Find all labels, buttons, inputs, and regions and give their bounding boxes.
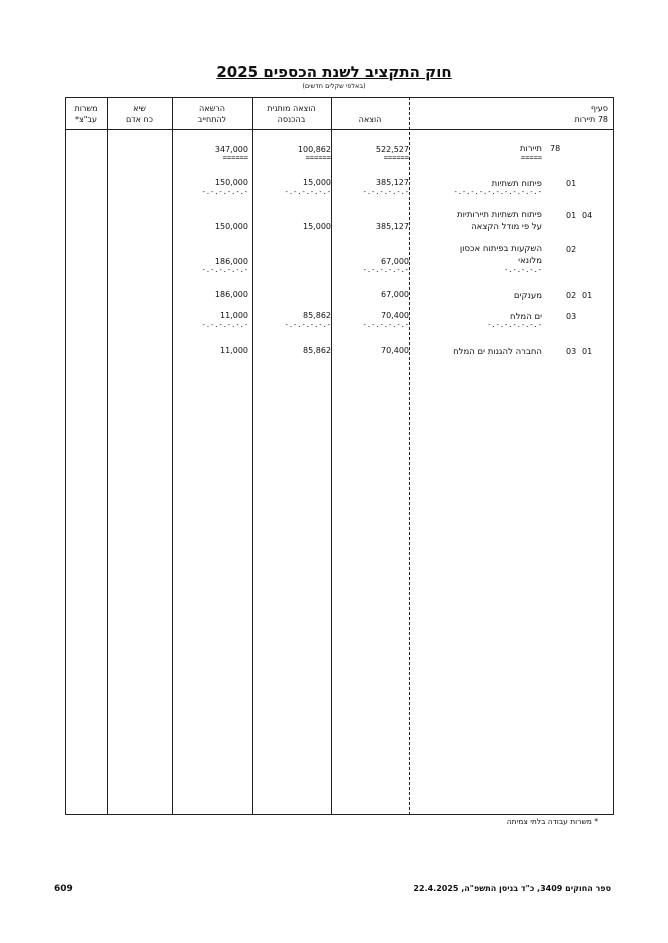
header-peak-manpower bbox=[107, 103, 172, 125]
header-text: הוצאה מותנית bbox=[267, 104, 316, 113]
row-code: 78 bbox=[550, 144, 561, 153]
header-text: משרות bbox=[74, 104, 98, 113]
header-text: עב"צ* bbox=[74, 115, 98, 124]
header-positions bbox=[65, 103, 107, 125]
header-conditional-expense bbox=[252, 103, 331, 125]
row-code: 03 bbox=[566, 347, 577, 356]
section-name: תיירות bbox=[574, 115, 596, 124]
row-code: 02 bbox=[566, 245, 577, 254]
row-expense: 67,000 bbox=[381, 257, 409, 266]
row-conditional: 85,862 bbox=[303, 346, 331, 355]
row-underline: -.-.-.-.-.- bbox=[362, 188, 409, 196]
row-underline: ====== bbox=[383, 154, 409, 162]
row-expense: 522,527 bbox=[375, 145, 409, 154]
row-name: פיתוח תשתיות bbox=[491, 179, 542, 189]
row-expense: 385,127 bbox=[375, 222, 409, 231]
row-expense: 67,000 bbox=[381, 290, 409, 299]
row-name: פיתוח תשתיות תיירותיות bbox=[457, 210, 542, 220]
row-commitment: 347,000 bbox=[214, 145, 248, 154]
row-commitment: 186,000 bbox=[214, 257, 248, 266]
row-expense: 70,400 bbox=[381, 346, 409, 355]
row-name: השקעות בפיתוח אכסון bbox=[459, 244, 542, 254]
header-section: סעיף bbox=[590, 104, 608, 113]
header-section-78 bbox=[574, 114, 608, 125]
row-underline: ===== bbox=[520, 154, 542, 162]
header-text: בהכנסה bbox=[277, 115, 306, 124]
row-underline: -.-.-.-.-.- bbox=[362, 266, 409, 274]
header-text: שיא bbox=[133, 104, 146, 113]
footnote: * משרות עבודה בלתי צמיתה bbox=[506, 817, 598, 826]
row-conditional: 15,000 bbox=[303, 178, 331, 187]
header-divider bbox=[65, 129, 614, 130]
row-expense: 385,127 bbox=[375, 178, 409, 187]
row-name: ים המלח bbox=[510, 312, 542, 322]
header-text: להתחייב bbox=[197, 115, 227, 124]
row-underline: -.-.-.-.-.-.-.-.-.-.- bbox=[453, 188, 542, 196]
header-text: הרשאה bbox=[199, 104, 225, 113]
page-title: חוק התקציב לשנת הכספים 2025 bbox=[216, 63, 452, 81]
row-code: 04 bbox=[582, 211, 593, 220]
header-expense: הוצאה bbox=[358, 115, 382, 124]
row-underline: ====== bbox=[305, 154, 331, 162]
page-subtitle: (באלפי שקלים חדשים) bbox=[302, 82, 366, 90]
column-divider bbox=[172, 97, 173, 815]
gazette-reference: ספר החוקים 3409, כ"ד בניסן התשפ"ה, 22.4.2025 bbox=[413, 884, 611, 893]
header-commitment bbox=[172, 103, 252, 125]
row-name: מענקים bbox=[513, 291, 542, 301]
row-underline: -.-.-.-.-.- bbox=[284, 188, 331, 196]
budget-table bbox=[65, 97, 614, 815]
row-commitment: 150,000 bbox=[214, 178, 248, 187]
column-divider bbox=[252, 97, 253, 815]
row-code: 02 bbox=[566, 291, 577, 300]
section-code: 78 bbox=[597, 115, 608, 124]
row-commitment: 150,000 bbox=[214, 222, 248, 231]
row-name: החברה להגנות ים המלח bbox=[453, 347, 542, 357]
row-name-cont: על פי מודל הקצאה bbox=[471, 222, 542, 232]
row-underline: -.-.-.-.-.- bbox=[201, 266, 248, 274]
row-code: 01 bbox=[582, 291, 593, 300]
row-name-cont: מלונאי bbox=[518, 256, 542, 266]
row-commitment: 11,000 bbox=[220, 311, 248, 320]
row-underline: -.-.-.-.-.- bbox=[201, 321, 248, 329]
header-text: כח אדם bbox=[125, 115, 154, 124]
row-code: 01 bbox=[566, 179, 577, 188]
row-commitment: 11,000 bbox=[220, 346, 248, 355]
row-underline: -.-.-.-.-.-.- bbox=[487, 321, 542, 329]
row-expense: 70,400 bbox=[381, 311, 409, 320]
row-commitment: 186,000 bbox=[214, 290, 248, 299]
row-conditional: 85,862 bbox=[303, 311, 331, 320]
row-underline: -.-.-.-.- bbox=[504, 266, 542, 274]
row-code: 01 bbox=[582, 347, 593, 356]
row-conditional: 15,000 bbox=[303, 222, 331, 231]
page-number: 609 bbox=[54, 884, 73, 894]
column-divider bbox=[331, 97, 332, 815]
row-conditional: 100,862 bbox=[297, 145, 331, 154]
column-divider bbox=[107, 97, 108, 815]
column-divider bbox=[409, 97, 410, 815]
row-underline: -.-.-.-.-.- bbox=[201, 188, 248, 196]
row-code: 03 bbox=[566, 312, 577, 321]
row-underline: -.-.-.-.-.- bbox=[284, 321, 331, 329]
row-name: תיירות bbox=[519, 144, 542, 154]
row-underline: ====== bbox=[222, 154, 248, 162]
row-underline: -.-.-.-.-.- bbox=[362, 321, 409, 329]
row-code: 01 bbox=[566, 211, 577, 220]
